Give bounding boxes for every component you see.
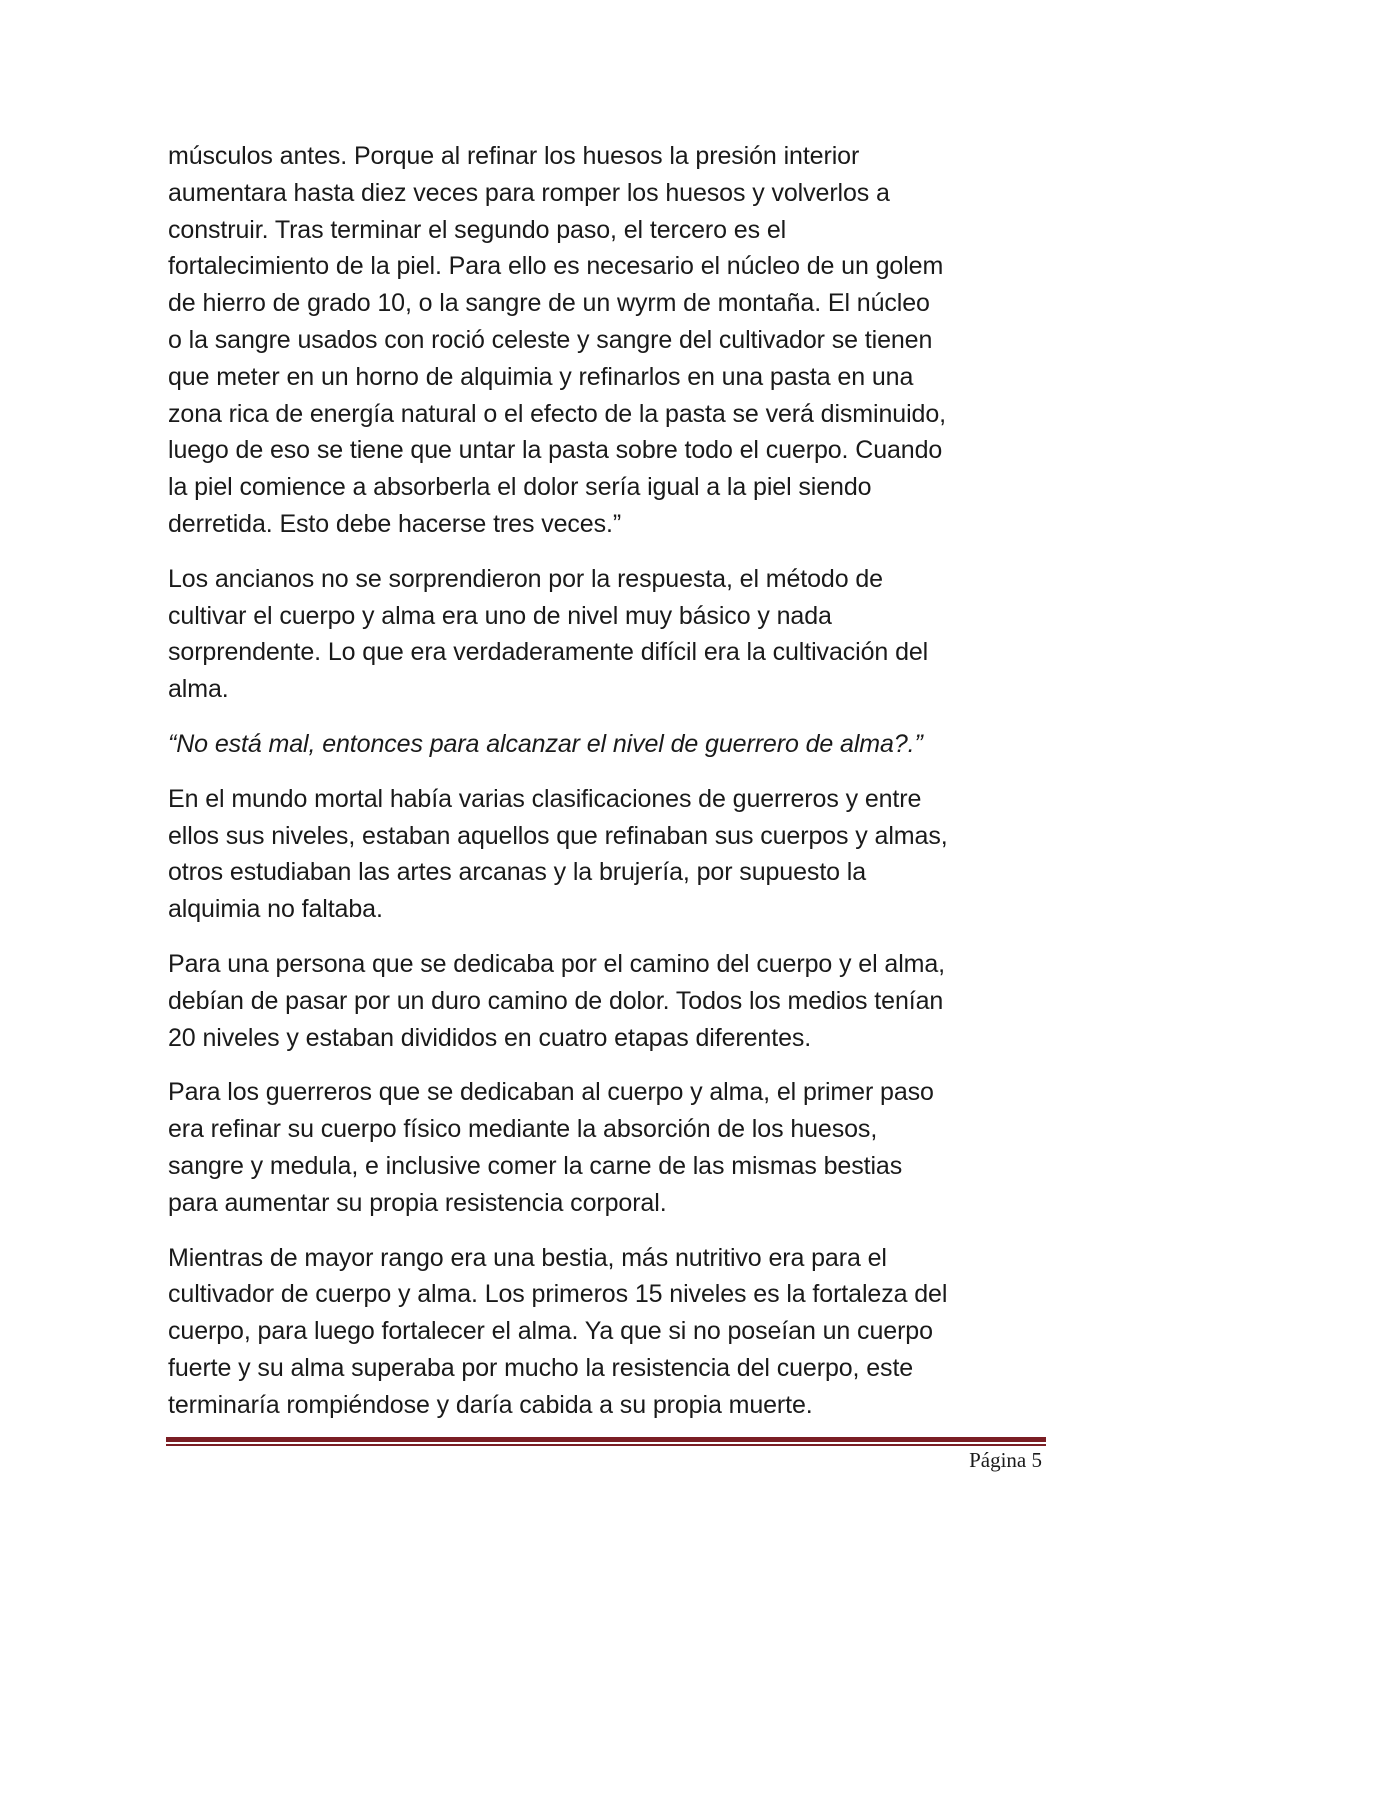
body-text (168, 138, 1048, 1442)
footer-rule-thin (166, 1444, 1046, 1446)
paragraph-first-step: Para los guerreros que se dedicaban al cuerpo y alma, el primer paso era refinar su cuerpo físico mediante la absorción de los huesos, sangre y medula, e inclusive comer la carne de las mismas bestias para aumentar su propia resistencia corporal. (168, 1078, 934, 1217)
paragraph-path-of-pain: Para una persona que se dedicaba por el camino del cuerpo y el alma, debían de pasar por un duro camino de dolor. Todos los medios tenían 20 niveles y estaban divididos en cuatro etapas diferentes. (168, 949, 946, 1052)
paragraph-beast-rank: Mientras de mayor rango era una bestia, más nutritivo era para el cultivador de cuerpo y alma. Los primeros 15 niveles es la fortaleza del cuerpo, para luego fortalecer el alma. Ya que si no poseían un cuerpo fuerte y su alma superaba por mucho la resistencia del cuerpo, este terminaría rompiéndose y daría cabida a su propia muerte. (168, 1243, 948, 1419)
footer-rule-thick (166, 1437, 1046, 1442)
paragraph-dialogue: “No está mal, entonces para alcanzar el nivel de guerrero de alma?.” (168, 729, 923, 758)
page-number: Página 5 (969, 1448, 1042, 1472)
paragraph-elders: Los ancianos no se sorprendieron por la respuesta, el método de cultivar el cuerpo y alma era uno de nivel muy básico y nada sorprendente. Lo que era verdaderamente difícil era la cultivación del alma. (168, 564, 929, 704)
paragraph-continuation: músculos antes. Porque al refinar los huesos la presión interior aumentara hasta diez veces para romper los huesos y volverlos a construir. Tras terminar el segundo paso, el tercero es el fortalecimiento de la piel. Para ello es necesario el núcleo de un golem de hierro de grado 10, o la sangre de un wyrm de montaña. El núcleo o la sangre usados con roció celeste y sangre del cultivador se tienen que meter en un horno de alquimia y refinarlos en una pasta en una zona rica de energía natural o el efecto de la pasta se verá disminuido, luego de eso se tiene que untar la pasta sobre todo el cuerpo. Cuando la piel comience a absorberla el dolor sería igual a la piel siendo derretida. Esto debe hacerse tres veces.” (168, 142, 947, 538)
paragraph-mortal-world: En el mundo mortal había varias clasificaciones de guerreros y entre ellos sus niveles, estaban aquellos que refinaban sus cuerpos y almas, otros estudiaban las artes arcanas y la brujería, por supuesto la alquimia no faltaba. (168, 784, 948, 924)
